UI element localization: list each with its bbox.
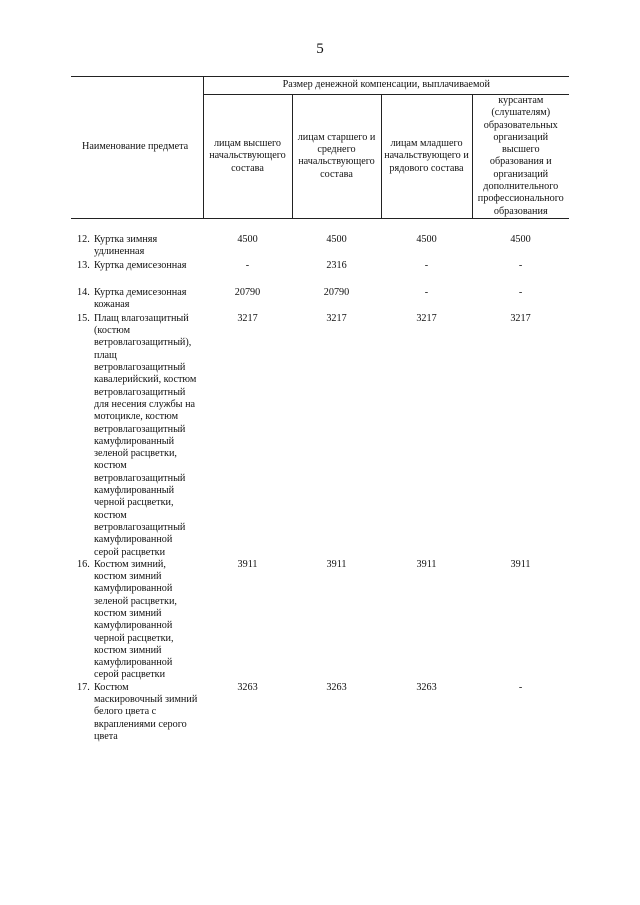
item-name: Плащ влагозащитный (костюм ветровлагозащитный), плащ ветровлагозащитный кавалерийский, костюм ветровлагозащитный для несения службы на мотоцикле, костюм ветровлагозащитный камуфлированный зеленой расцветки, костюм ветровлагозащитный камуфлированный черной расцветки, костюм ветровлагозащитный камуфлированной серой расцветки (94, 312, 197, 558)
value-senior-command: 4500 (237, 233, 258, 245)
value-cadets: - (518, 286, 523, 298)
page-number: 5 (316, 41, 324, 57)
column-header-junior-command: лицам младшего начальствующего и рядового состава (381, 95, 472, 219)
value-junior-command: 3217 (416, 312, 437, 324)
item-name: Костюм маскировочный зимний белого цвета с вкраплениями серого цвета (94, 681, 198, 742)
table-row (71, 313, 569, 559)
item-name-cell (71, 682, 203, 743)
table-row (71, 559, 569, 682)
item-name-cell (71, 260, 203, 286)
item-name: Куртка демисезонная (94, 260, 187, 272)
table-row (71, 287, 569, 313)
value-junior-command: 3263 (416, 681, 437, 693)
compensation-table (71, 76, 569, 743)
item-name-cell (71, 313, 203, 559)
value-middle-command: 3217 (326, 312, 347, 324)
value-junior-command: 4500 (416, 233, 437, 245)
item-name-cell (71, 287, 203, 313)
value-senior-command: 3217 (237, 312, 258, 324)
column-header-senior-command: лицам высшего начальствующего состава (203, 95, 292, 219)
value-middle-command: 3263 (326, 681, 347, 693)
column-header-middle-command: лицам старшего и среднего начальствующего состава (292, 95, 381, 219)
value-middle-command: 20790 (323, 286, 350, 298)
value-cadets: - (518, 260, 523, 272)
value-middle-command: 3911 (326, 558, 347, 570)
item-number: 15. (77, 312, 90, 324)
item-number: 13. (77, 260, 90, 272)
item-name: Куртка демисезонная кожаная (94, 286, 187, 310)
table-row (71, 682, 569, 743)
value-junior-command: - (424, 260, 429, 272)
item-name: Куртка зимняя удлиненная (94, 233, 158, 258)
column-header-item-name: Наименование предмета (71, 77, 203, 219)
column-header-cadets: курсантам (слушателям) образовательных организаций высшего образования и организаций дополнительного профессионального образования (472, 95, 569, 219)
item-number: 14. (77, 286, 90, 298)
value-senior-command: 3911 (237, 558, 258, 570)
value-junior-command: 3911 (416, 558, 437, 570)
value-senior-command: - (245, 260, 250, 272)
item-number: 12. (77, 233, 90, 245)
item-number: 16. (77, 558, 90, 570)
item-number: 17. (77, 681, 90, 693)
table-row (71, 260, 569, 286)
value-cadets: 3911 (510, 558, 531, 570)
value-cadets: 3217 (510, 312, 531, 324)
table-row (71, 234, 569, 260)
value-middle-command: 4500 (326, 233, 347, 245)
column-group-header: Размер денежной компенсации, выплачиваемой (203, 77, 569, 95)
value-senior-command: 20790 (234, 286, 261, 298)
value-cadets: - (518, 681, 523, 693)
item-name-cell (71, 559, 203, 682)
value-cadets: 4500 (510, 233, 531, 245)
item-name-cell (71, 234, 203, 260)
value-senior-command: 3263 (237, 681, 258, 693)
item-name: Костюм зимний, костюм зимний камуфлированной зеленой расцветки, костюм зимний камуфлированной черной расцветки, костюм зимний камуфлированной серой расцветки (94, 558, 177, 681)
value-middle-command: 2316 (326, 260, 347, 272)
value-junior-command: - (424, 286, 429, 298)
